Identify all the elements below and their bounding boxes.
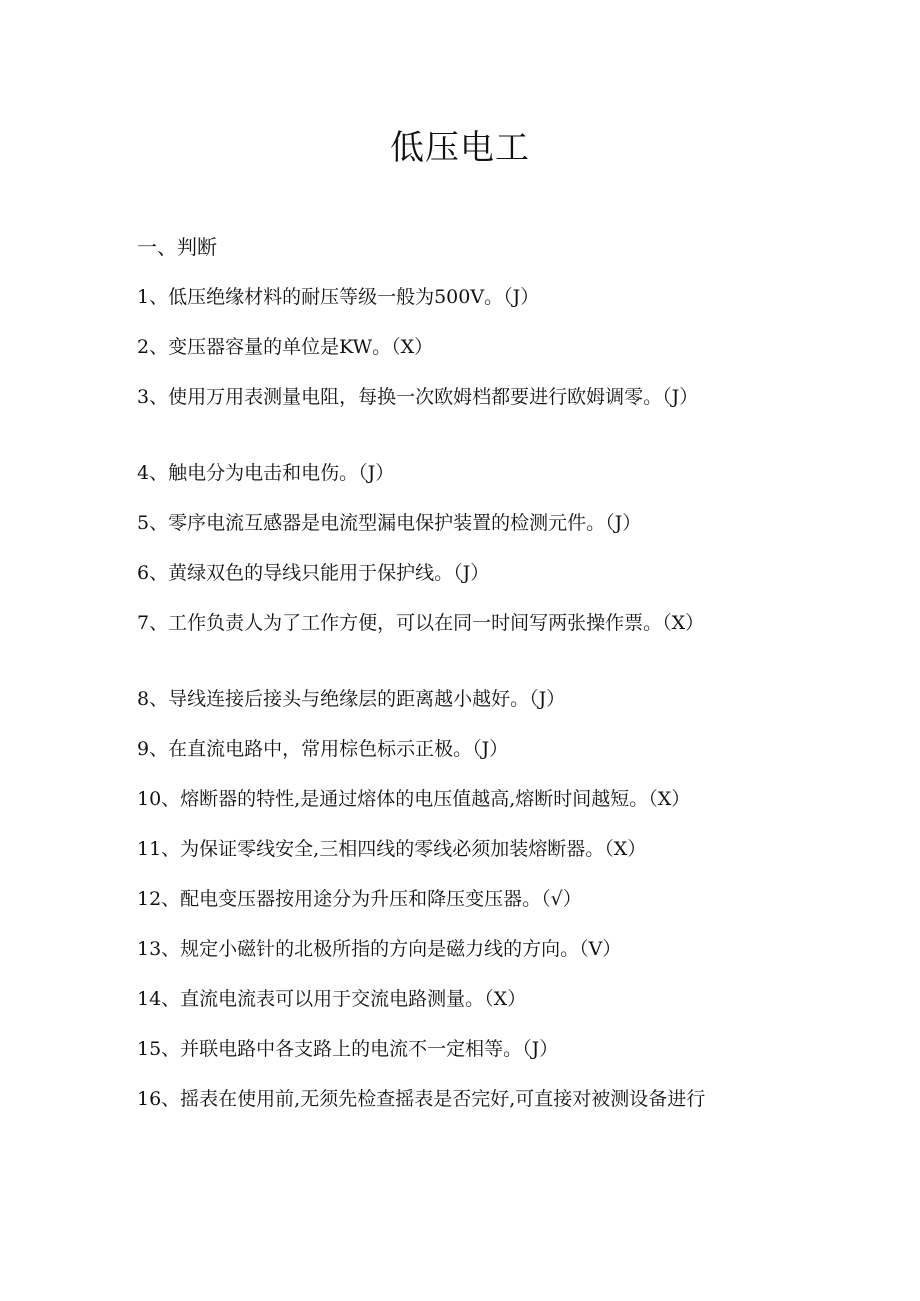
question-item: 14、直流电流表可以用于交流电路测量。（X） — [137, 988, 527, 1010]
question-item: 12、配电变压器按用途分为升压和降压变压器。（√） — [137, 888, 582, 910]
question-item: 13、规定小磁针的北极所指的方向是磁力线的方向。（V） — [137, 938, 622, 960]
question-item: 2、变压器容量的单位是KW。（X） — [137, 336, 434, 358]
question-item: 6、黄绿双色的导线只能用于保护线。（J） — [137, 562, 490, 584]
question-item: 4、触电分为电击和电伤。（J） — [137, 462, 395, 484]
question-item: 15、并联电路中各支路上的电流不一定相等。（J） — [137, 1038, 559, 1060]
question-item: 3、使用万用表测量电阻，每换一次欧姆档都要进行欧姆调零。（J） — [137, 386, 699, 408]
section-heading: 一、判断 — [137, 235, 217, 259]
question-item: 10、熔断器的特性,是通过熔体的电压值越高,熔断时间越短。（X） — [137, 788, 691, 810]
question-item: 9、在直流电路中，常用棕色标示正极。（J） — [137, 738, 509, 760]
question-item: 1、低压绝缘材料的耐压等级一般为500V。（J） — [137, 286, 540, 308]
question-item: 16、摇表在使用前,无须先检查摇表是否完好,可直接对被测设备进行 — [137, 1088, 706, 1110]
question-item: 8、导线连接后接头与绝缘层的距离越小越好。（J） — [137, 688, 566, 710]
document-title: 低压电工 — [390, 128, 530, 168]
question-item: 5、零序电流互感器是电流型漏电保护装置的检测元件。（J） — [137, 512, 642, 534]
question-item: 11、为保证零线安全,三相四线的零线必须加装熔断器。（X） — [137, 838, 647, 860]
question-item: 7、工作负责人为了工作方便，可以在同一时间写两张操作票。（X） — [137, 612, 705, 634]
